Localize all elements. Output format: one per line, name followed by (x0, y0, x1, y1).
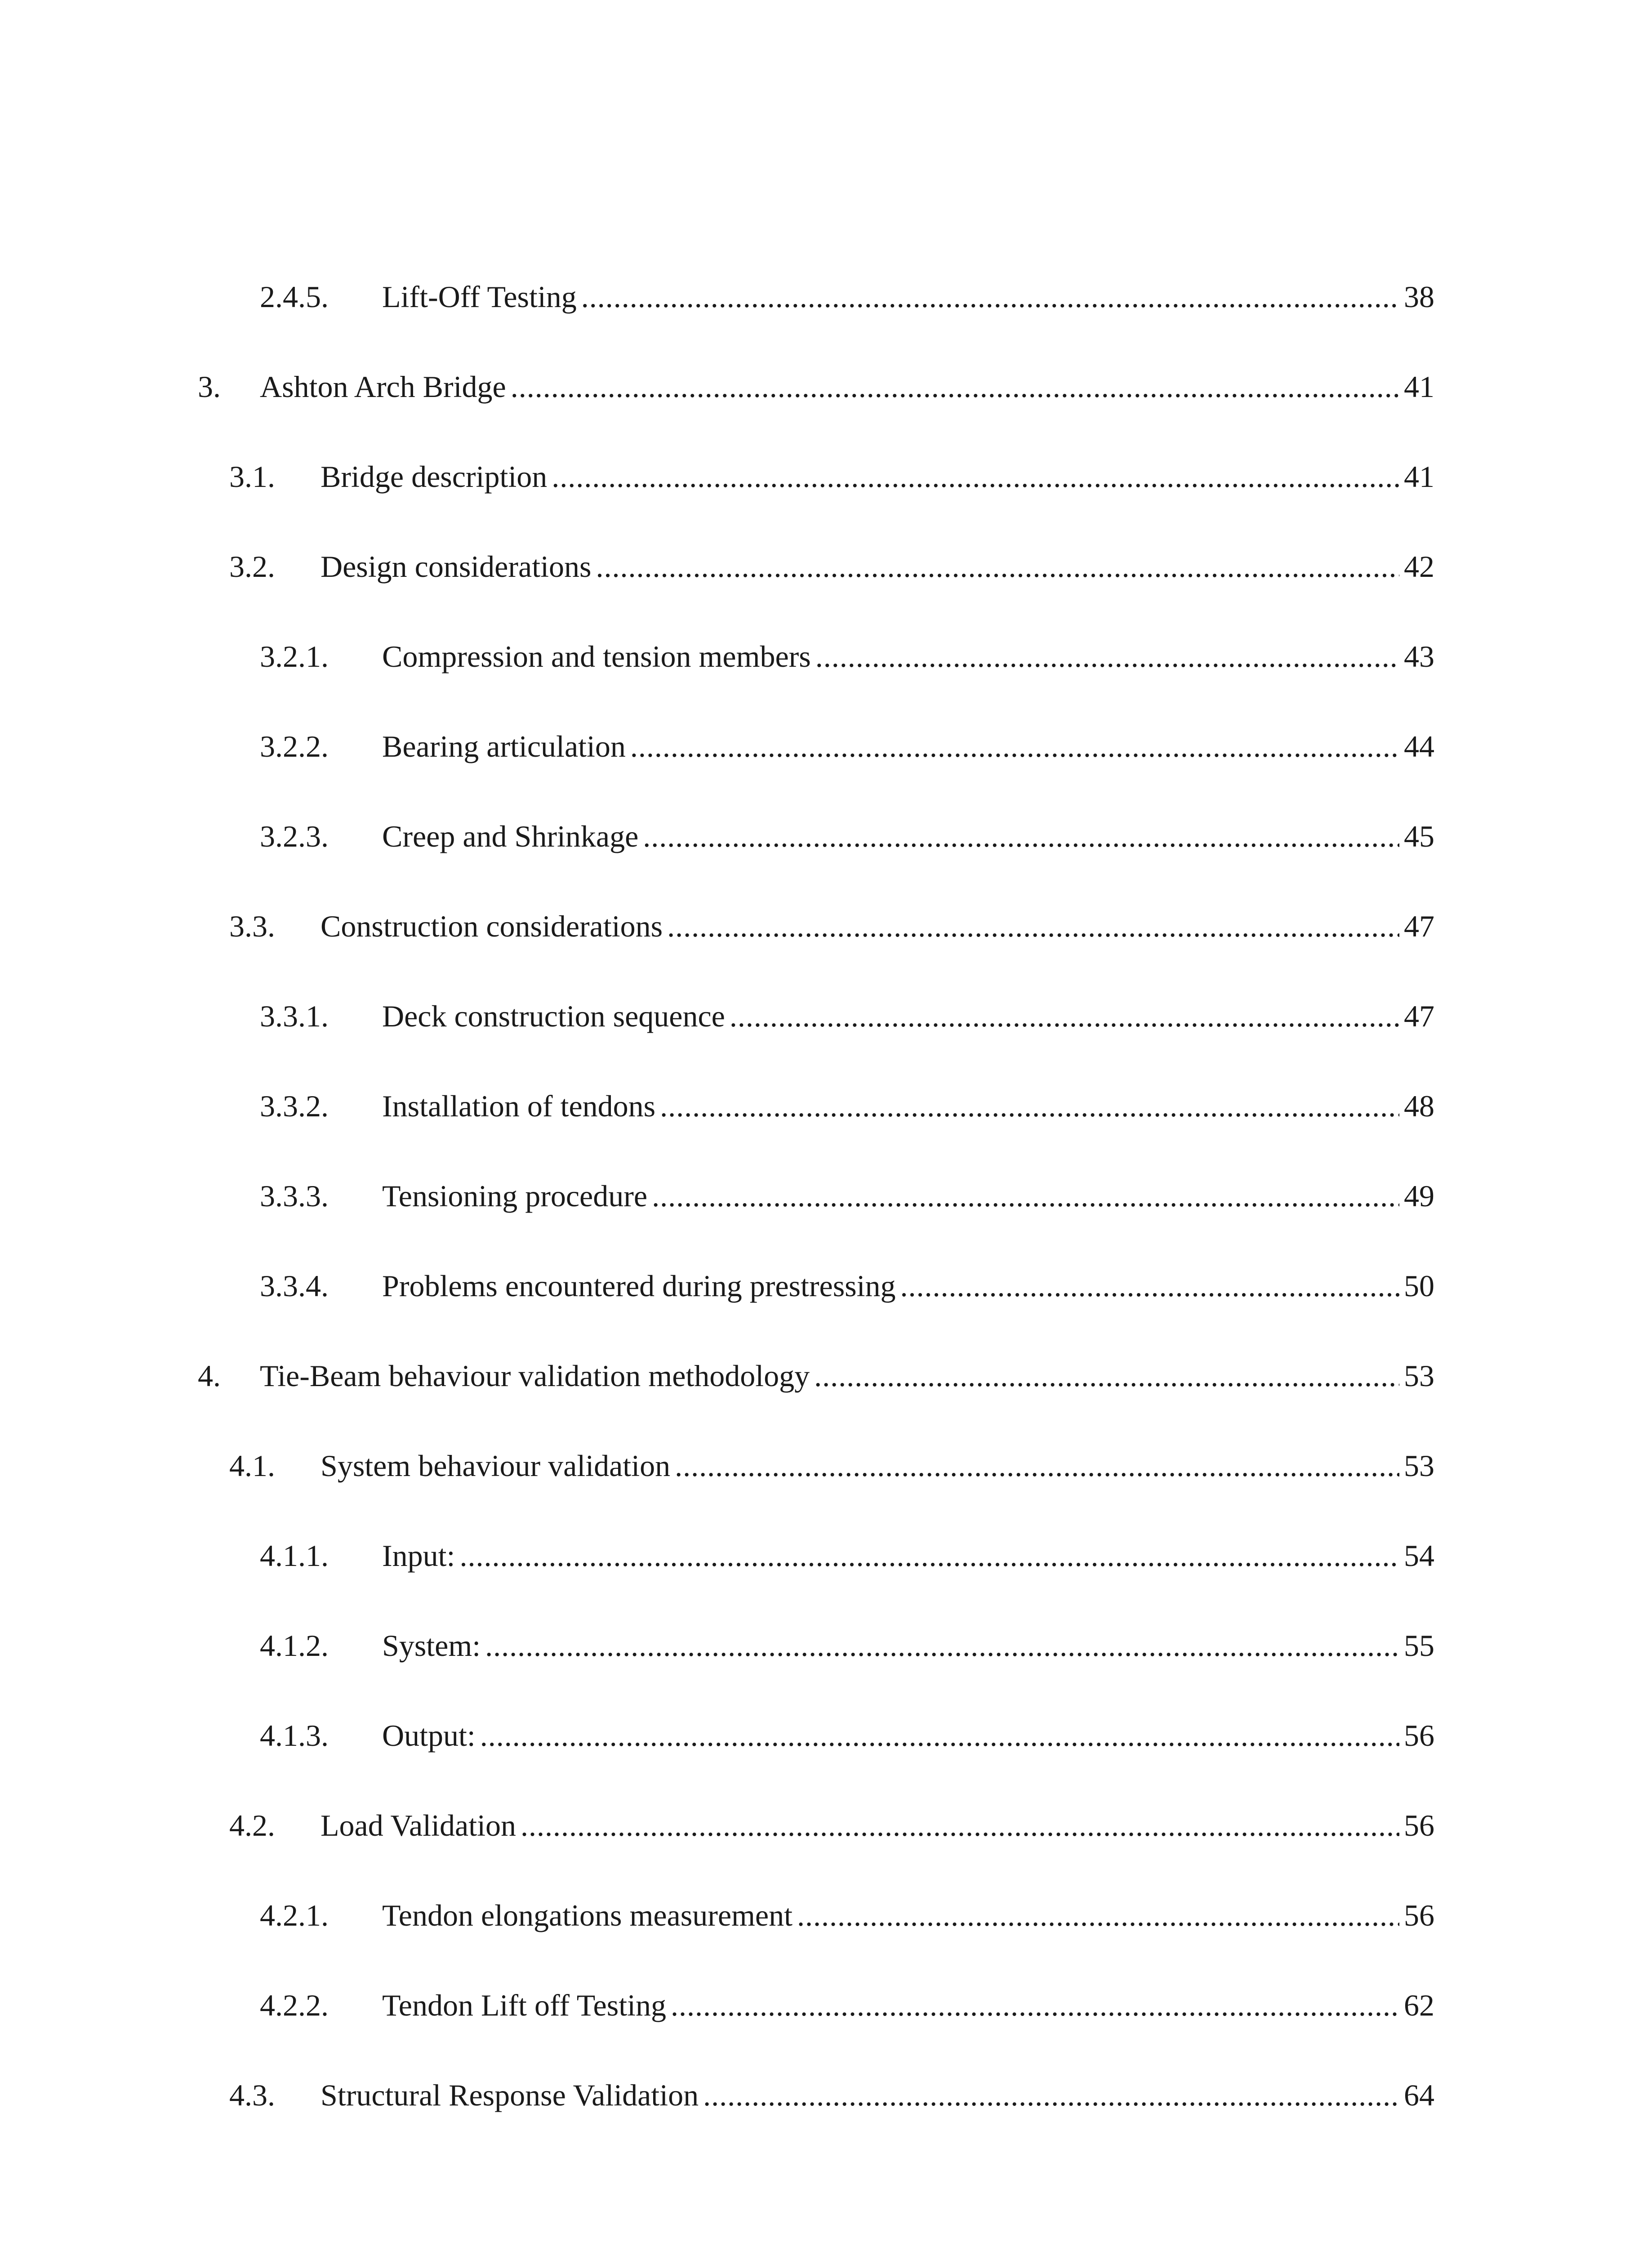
toc-entry-page: 43 (1404, 639, 1434, 674)
dot-leader (643, 809, 1399, 863)
toc-entry-title: Compression and tension members (382, 639, 811, 674)
toc-entry-page: 56 (1404, 1718, 1434, 1753)
toc-entry-4-1[interactable] (229, 1439, 1434, 1493)
toc-entry-title: Tensioning procedure (382, 1179, 648, 1213)
toc-entry-title: Lift-Off Testing (382, 280, 577, 314)
toc-entry-page: 49 (1404, 1179, 1434, 1213)
toc-entry-page: 55 (1404, 1628, 1434, 1663)
toc-entry-number: 4.2. (229, 1808, 275, 1842)
toc-entry-4-2-2[interactable] (260, 1978, 1434, 2032)
toc-entry-4[interactable] (198, 1349, 1434, 1403)
toc-entry-number: 4.1.1. (260, 1539, 329, 1573)
toc-entry-number: 4.1. (229, 1449, 275, 1483)
toc-entry-title: Deck construction sequence (382, 999, 725, 1033)
toc-entry-number: 3.3.1. (260, 999, 329, 1033)
dot-leader (703, 2068, 1399, 2122)
toc-entry-page: 54 (1404, 1539, 1434, 1573)
dot-leader (815, 629, 1399, 683)
toc-entry-number: 4.3. (229, 2078, 275, 2112)
dot-leader (667, 899, 1399, 953)
dot-leader (511, 360, 1399, 414)
toc-entry-page: 41 (1404, 370, 1434, 404)
toc-entry-number: 3.2. (229, 549, 275, 584)
toc-entry-title: Installation of tendons (382, 1089, 656, 1123)
toc-entry-page: 56 (1404, 1808, 1434, 1842)
toc-entry-4-2-1[interactable] (260, 1888, 1434, 1942)
toc-entry-title: Ashton Arch Bridge (260, 370, 506, 404)
dot-leader (581, 270, 1399, 324)
toc-entry-page: 44 (1404, 729, 1434, 763)
toc-entry-title: Output: (382, 1718, 476, 1753)
toc-entry-page: 38 (1404, 280, 1434, 314)
toc-entry-3-2[interactable] (229, 540, 1434, 593)
toc-entry-3-3-1[interactable] (260, 989, 1434, 1043)
dot-leader (552, 450, 1399, 504)
toc-entry-3-2-3[interactable] (260, 809, 1434, 863)
toc-entry-number: 3.1. (229, 459, 275, 494)
toc-entry-title: System behaviour validation (321, 1449, 671, 1483)
dot-leader (459, 1529, 1399, 1583)
toc-entry-title: Design considerations (321, 549, 592, 584)
toc-entry-number: 2.4.5. (260, 280, 329, 314)
toc-entry-title: Problems encountered during prestressing (382, 1269, 896, 1303)
toc-entry-number: 4.1.2. (260, 1628, 329, 1663)
dot-leader (596, 540, 1399, 593)
toc-entry-4-2[interactable] (229, 1798, 1434, 1852)
dot-leader (480, 1708, 1399, 1762)
toc-entry-title: Creep and Shrinkage (382, 819, 639, 853)
toc-entry-title: Tendon Lift off Testing (382, 1988, 666, 2022)
toc-entry-number: 3.2.1. (260, 639, 329, 674)
toc-entry-page: 50 (1404, 1269, 1434, 1303)
toc-entry-number: 3.2.3. (260, 819, 329, 853)
toc-entry-number: 3. (198, 370, 221, 404)
toc-entry-number: 3.3.4. (260, 1269, 329, 1303)
toc-entry-3-2-2[interactable] (260, 719, 1434, 773)
toc-entry-page: 64 (1404, 2078, 1434, 2112)
toc-entry-number: 3.3.3. (260, 1179, 329, 1213)
toc-entry-page: 53 (1404, 1359, 1434, 1393)
dot-leader (485, 1619, 1399, 1673)
dot-leader (814, 1349, 1399, 1403)
toc-entry-title: Input: (382, 1539, 455, 1573)
toc-entry-3-3-3[interactable] (260, 1169, 1434, 1223)
toc-entry-title: Bridge description (321, 459, 548, 494)
toc-entry-title: Load Validation (321, 1808, 516, 1842)
toc-entry-3[interactable] (198, 360, 1434, 414)
toc-entry-page: 48 (1404, 1089, 1434, 1123)
toc-entry-title: System: (382, 1628, 481, 1663)
toc-entry-3-2-1[interactable] (260, 629, 1434, 683)
toc-entry-4-1-2[interactable] (260, 1619, 1434, 1673)
dot-leader (671, 1978, 1399, 2032)
toc-entry-title: Tendon elongations measurement (382, 1898, 793, 1932)
dot-leader (797, 1888, 1399, 1942)
toc-entry-page: 56 (1404, 1898, 1434, 1932)
dot-leader (630, 719, 1399, 773)
toc-entry-number: 3.3.2. (260, 1089, 329, 1123)
toc-entry-2-4-5[interactable] (260, 270, 1434, 324)
toc-entry-page: 47 (1404, 999, 1434, 1033)
toc-entry-title: Structural Response Validation (321, 2078, 699, 2112)
toc-entry-3-3-2[interactable] (260, 1079, 1434, 1133)
toc-entry-number: 4.1.3. (260, 1718, 329, 1753)
toc-entry-page: 45 (1404, 819, 1434, 853)
dot-leader (521, 1798, 1399, 1852)
toc-entry-3-1[interactable] (229, 450, 1434, 504)
toc-entry-3-3-4[interactable] (260, 1259, 1434, 1313)
toc-entry-title: Bearing articulation (382, 729, 626, 763)
toc-entry-number: 4.2.2. (260, 1988, 329, 2022)
toc-entry-page: 41 (1404, 459, 1434, 494)
toc-entry-page: 47 (1404, 909, 1434, 943)
toc-entry-4-1-3[interactable] (260, 1708, 1434, 1762)
dot-leader (730, 989, 1399, 1043)
toc-entry-3-3[interactable] (229, 899, 1434, 953)
toc-entry-4-1-1[interactable] (260, 1529, 1434, 1583)
toc-entry-title: Tie-Beam behaviour validation methodology (260, 1359, 810, 1393)
dot-leader (660, 1079, 1399, 1133)
toc-entry-number: 4. (198, 1359, 221, 1393)
toc-entry-number: 4.2.1. (260, 1898, 329, 1932)
toc-entry-page: 62 (1404, 1988, 1434, 2022)
toc-entry-number: 3.3. (229, 909, 275, 943)
dot-leader (675, 1439, 1399, 1493)
dot-leader (900, 1259, 1399, 1313)
dot-leader (652, 1169, 1399, 1223)
toc-entry-page: 42 (1404, 549, 1434, 584)
toc-entry-page: 53 (1404, 1449, 1434, 1483)
toc-entry-4-3[interactable] (229, 2068, 1434, 2122)
toc-entry-number: 3.2.2. (260, 729, 329, 763)
toc-entry-title: Construction considerations (321, 909, 663, 943)
